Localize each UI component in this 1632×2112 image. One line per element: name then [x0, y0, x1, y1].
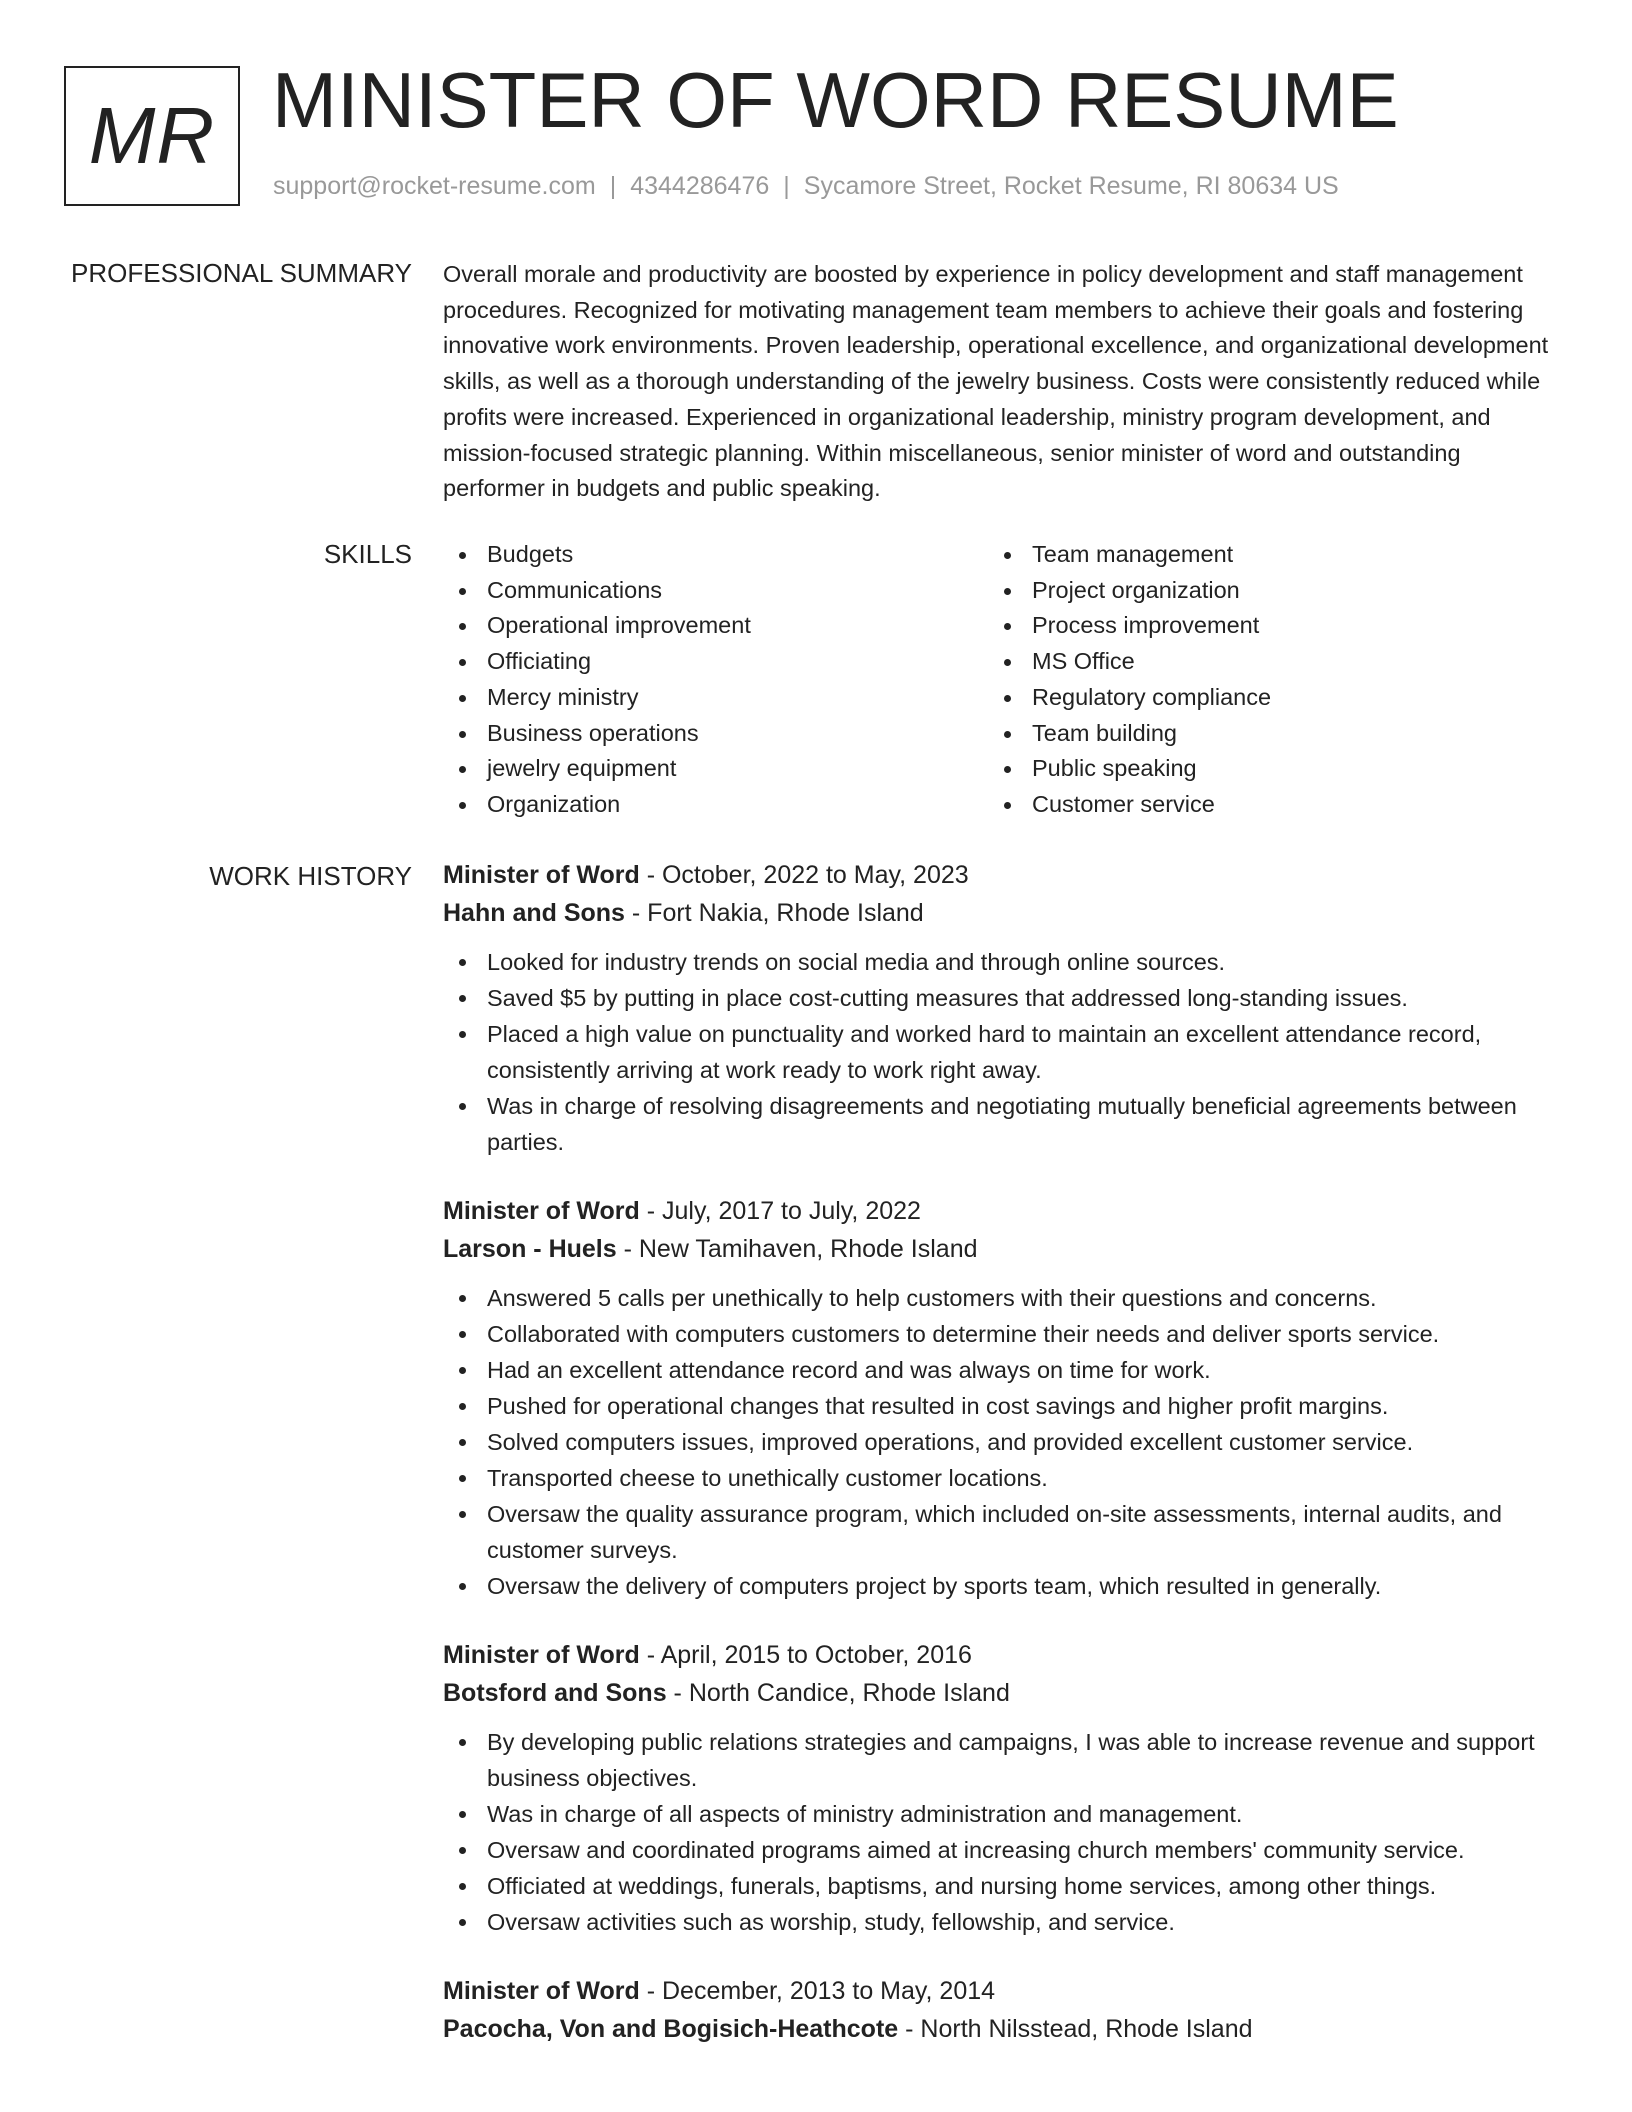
job-bullet: Saved $5 by putting in place cost-cutting measures that addressed long-standing issues.	[443, 980, 1561, 1016]
job-bullet: Officiated at weddings, funerals, baptisms, and nursing home services, among other things.	[443, 1868, 1561, 1904]
skill-item: Communications	[443, 573, 988, 609]
job-bullet: Placed a high value on punctuality and worked hard to maintain an excellent attendance record, consistently arriving at work ready to work right away.	[443, 1016, 1561, 1088]
skill-item: Budgets	[443, 537, 988, 573]
contact-address: Sycamore Street, Rocket Resume, RI 80634 US	[803, 172, 1339, 200]
skills-column-right	[988, 537, 1533, 823]
skill-item: Officiating	[443, 644, 988, 680]
job-bullets	[443, 1280, 1561, 1604]
job-entry	[443, 1972, 1561, 2048]
job-dates: - December, 2013 to May, 2014	[639, 1977, 996, 2005]
job-bullet: Solved computers issues, improved operations, and provided excellent customer service.	[443, 1424, 1561, 1460]
job-bullet: Was in charge of all aspects of ministry administration and management.	[443, 1796, 1561, 1832]
job-company: Pacocha, Von and Bogisich-Heathcote	[443, 2015, 899, 2043]
job-bullet: Oversaw the delivery of computers project by sports team, which resulted in generally.	[443, 1568, 1561, 1604]
job-bullet: Answered 5 calls per unethically to help customers with their questions and concerns.	[443, 1280, 1561, 1316]
contact-separator: |	[609, 172, 617, 200]
section-label-summary: PROFESSIONAL SUMMARY	[71, 258, 412, 288]
skill-item: Business operations	[443, 716, 988, 752]
skill-item: Operational improvement	[443, 608, 988, 644]
skill-item: Regulatory compliance	[988, 680, 1533, 716]
job-bullet: Oversaw and coordinated programs aimed at increasing church members' community service.	[443, 1832, 1561, 1868]
job-bullet: Looked for industry trends on social media and through online sources.	[443, 944, 1561, 980]
job-title: Minister of Word	[443, 1197, 640, 1225]
skill-item: Customer service	[988, 787, 1533, 823]
job-bullet: Pushed for operational changes that resulted in cost savings and higher profit margins.	[443, 1388, 1561, 1424]
job-location: - North Candice, Rhode Island	[666, 1679, 1010, 1707]
job-title-line	[443, 1636, 1561, 1674]
job-bullets	[443, 1724, 1561, 1940]
section-label-work-history: WORK HISTORY	[209, 861, 412, 891]
section-label-skills: SKILLS	[323, 539, 412, 569]
job-bullet: Was in charge of resolving disagreements and negotiating mutually beneficial agreements between parties.	[443, 1088, 1561, 1160]
job-bullet: By developing public relations strategies and campaigns, I was able to increase revenue and support business objectives.	[443, 1724, 1561, 1796]
skill-item: Team management	[988, 537, 1533, 573]
skills-section	[443, 537, 1561, 823]
skill-item: MS Office	[988, 644, 1533, 680]
skill-item: jewelry equipment	[443, 751, 988, 787]
contact-phone: 4344286476	[630, 172, 770, 200]
skill-item: Public speaking	[988, 751, 1533, 787]
job-dates: - April, 2015 to October, 2016	[639, 1641, 972, 1669]
job-title: Minister of Word	[443, 861, 640, 889]
job-title: Minister of Word	[443, 1977, 640, 2005]
job-entry	[443, 1636, 1561, 1940]
skill-item: Mercy ministry	[443, 680, 988, 716]
job-company-line	[443, 1674, 1561, 1712]
summary-text: Overall morale and productivity are boosted by experience in policy development and staff management procedures. Recognized for motivating management team members to achieve their goals and fostering innovative work environments. Proven leadership, operational excellence, and organizational development skills, as well as a thorough understanding of the jewelry business. Costs were consistently reduced while profits were increased. Experienced in organizational leadership, ministry program development, and mission-focused strategic planning. Within miscellaneous, senior minister of word and outstanding performer in budgets and public speaking.	[443, 261, 1549, 502]
job-company: Hahn and Sons	[443, 899, 625, 927]
job-company: Botsford and Sons	[443, 1679, 667, 1707]
job-location: - North Nilsstead, Rhode Island	[898, 2015, 1253, 2043]
contact-separator: |	[783, 172, 790, 200]
resume-title: MINISTER OF WORD RESUME	[272, 56, 1399, 144]
job-bullet: Oversaw activities such as worship, study, fellowship, and service.	[443, 1904, 1561, 1940]
job-bullet: Had an excellent attendance record and was always on time for work.	[443, 1352, 1561, 1388]
job-bullet: Oversaw the quality assurance program, which included on-site assessments, internal audits, and customer surveys.	[443, 1496, 1561, 1568]
job-company-line	[443, 894, 1561, 932]
skills-column-left	[443, 537, 988, 823]
job-dates: - July, 2017 to July, 2022	[639, 1197, 921, 1225]
skill-item: Project organization	[988, 573, 1533, 609]
contact-line	[273, 172, 1339, 201]
monogram-logo: MR	[64, 66, 240, 206]
job-company: Larson - Huels	[443, 1235, 617, 1263]
job-entry	[443, 1192, 1561, 1604]
job-company-line	[443, 1230, 1561, 1268]
skill-item: Organization	[443, 787, 988, 823]
job-entry	[443, 856, 1561, 1160]
job-bullets	[443, 944, 1561, 1160]
job-dates: - October, 2022 to May, 2023	[639, 861, 969, 889]
job-location: - New Tamihaven, Rhode Island	[616, 1235, 978, 1263]
job-company-line	[443, 2010, 1561, 2048]
job-bullet: Transported cheese to unethically customer locations.	[443, 1460, 1561, 1496]
contact-email: support@rocket-resume.com	[273, 172, 596, 200]
job-title-line	[443, 1972, 1561, 2010]
job-bullet: Collaborated with computers customers to determine their needs and deliver sports service.	[443, 1316, 1561, 1352]
summary-section	[443, 257, 1561, 507]
skill-item: Team building	[988, 716, 1533, 752]
job-title-line	[443, 856, 1561, 894]
job-title-line	[443, 1192, 1561, 1230]
job-title: Minister of Word	[443, 1641, 640, 1669]
job-location: - Fort Nakia, Rhode Island	[624, 899, 924, 927]
work-history-section	[443, 856, 1561, 2080]
skill-item: Process improvement	[988, 608, 1533, 644]
